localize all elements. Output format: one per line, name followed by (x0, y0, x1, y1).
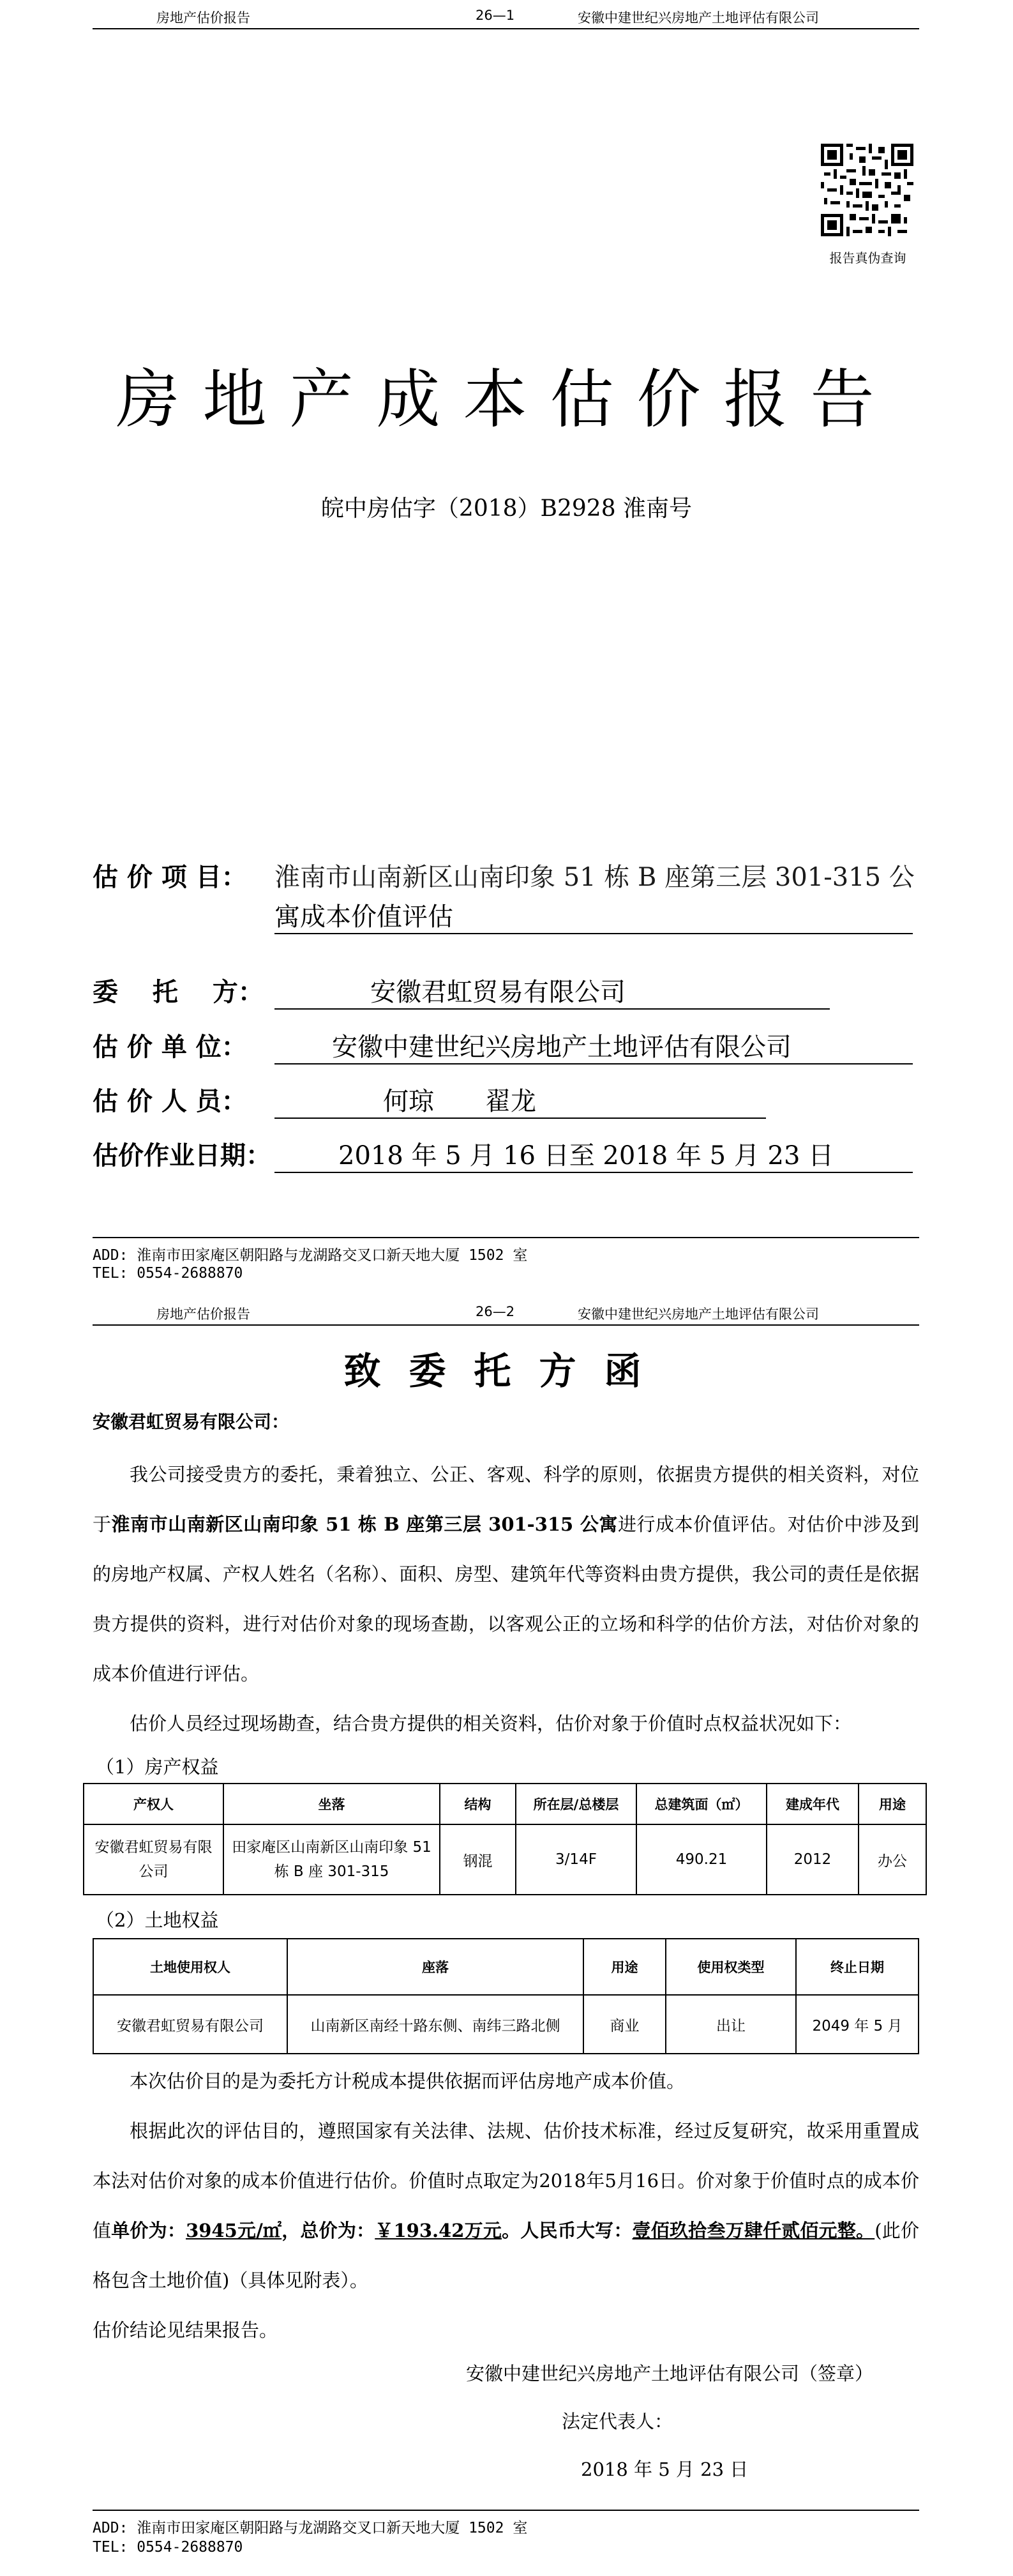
appraiser-value: 何琼 翟龙 (274, 1081, 766, 1119)
field-appraisers (93, 1081, 922, 1116)
col-floor: 所在层/总楼层 (516, 1784, 636, 1824)
header-page-number: 26—1 (476, 8, 515, 23)
unit-value: 安徽中建世纪兴房地产土地评估有限公司 (274, 1027, 913, 1064)
unit-label: 估 价 单 位： (93, 1033, 247, 1062)
header-page-number: 26—2 (476, 1304, 515, 1319)
header-company: 安徽中建世纪兴房地产土地评估有限公司 (578, 1307, 819, 1322)
col-owner: 产权人 (84, 1784, 223, 1824)
field-unit (93, 1027, 922, 1062)
report-reference-number: 皖中房估字（2018）B2928 淮南号 (320, 496, 693, 522)
signature-representative: 法定代表人： (562, 2411, 673, 2432)
land-rights-table (93, 1938, 919, 2054)
total-price: ￥193.42万元 (375, 2220, 502, 2241)
col-land-user: 土地使用权人 (93, 1939, 287, 1995)
property-rights-table (83, 1783, 927, 1895)
table-row: 安徽君虹贸易有限公司 山南新区南经十路东侧、南纬三路北侧 商业 出让 2049 年 5 月 (93, 1995, 919, 2054)
field-project (93, 857, 922, 934)
letter-title: 致委托方函 (343, 1349, 670, 1393)
property-rights-caption: （1）房产权益 (96, 1756, 219, 1778)
letter-page (0, 1296, 1013, 2576)
table-header-row (93, 1939, 919, 1995)
signature-date: 2018 年 5 月 23 日 (581, 2459, 749, 2480)
table-header-row (84, 1784, 926, 1824)
footer-address: ADD: 淮南市田家庵区朝阳路与龙湖路交叉口新天地大厦 1502 室 (93, 2520, 528, 2536)
client-value: 安徽君虹贸易有限公司 (274, 972, 830, 1010)
qr-code-icon[interactable] (821, 144, 913, 236)
land-rights-caption: （2）土地权益 (96, 1909, 219, 1931)
page-header (93, 1301, 919, 1326)
col-land-use: 用途 (583, 1939, 666, 1995)
col-area: 总建筑面（㎡） (636, 1784, 767, 1824)
field-date (93, 1135, 922, 1171)
letter-paragraph-4: 根据此次的评估目的，遵照国家有关法律、法规、估价技术标准，经过反复研究，故采用重置成本法对估价对象的成本价值进行估价。价值时点取定为2018年5月16日。价对象于价值时点的成本价值单价为：3945元/㎡，总价为：￥193.42万元。人民币大写：壹佰玖拾叁万肆仟贰佰元整。(此价格包含土地价值)（具体见附表）。 (93, 2120, 919, 2291)
col-location: 坐落 (223, 1784, 440, 1824)
project-value-line2: 寓成本价值评估 (274, 897, 913, 934)
letter-paragraph-5: 估价结论见结果报告。 (93, 2319, 278, 2341)
qr-caption: 报告真伪查询 (829, 250, 906, 266)
letter-paragraph-3: 本次估价目的是为委托方计税成本提供依据而评估房地产成本价值。 (130, 2070, 686, 2092)
footer-tel: TEL: 0554-2688870 (93, 1265, 243, 1282)
col-structure: 结构 (440, 1784, 516, 1824)
page-footer (93, 2510, 919, 2572)
col-use: 用途 (859, 1784, 926, 1824)
signature-company: 安徽中建世纪兴房地产土地评估有限公司（签章） (466, 2363, 874, 2384)
client-label: 委 托 方： (93, 978, 264, 1007)
table-row: 安徽君虹贸易有限公司 田家庵区山南新区山南印象 51 栋 B 座 301-315 钢混 3/14F 490.21 2012 办公 (84, 1824, 926, 1895)
header-left: 房地产估价报告 (156, 10, 250, 26)
property-address: 淮南市山南新区山南印象 51 栋 B 座第三层 301-315 公寓 (111, 1513, 618, 1535)
project-value-line1: 淮南市山南新区山南印象 51 栋 B 座第三层 301-315 公 (274, 863, 915, 892)
col-right-type: 使用权类型 (666, 1939, 796, 1995)
page-footer (93, 1237, 919, 1289)
col-land-location: 座落 (287, 1939, 583, 1995)
date-value: 2018 年 5 月 16 日至 2018 年 5 月 23 日 (274, 1135, 913, 1173)
unit-price: 3945元/㎡ (186, 2220, 282, 2241)
footer-address: ADD: 淮南市田家庵区朝阳路与龙湖路交叉口新天地大厦 1502 室 (93, 1247, 528, 1264)
project-label: 估 价 项 目： (93, 863, 247, 892)
total-price-uppercase: 壹佰玖拾叁万肆仟贰佰元整。 (632, 2220, 875, 2241)
letter-paragraph-2: 估价人员经过现场勘查，结合贵方提供的相关资料，估价对象于价值时点权益状况如下： (130, 1713, 852, 1734)
field-client (93, 972, 922, 1007)
letter-salutation: 安徽君虹贸易有限公司： (93, 1411, 290, 1432)
page-header (93, 5, 919, 29)
header-company: 安徽中建世纪兴房地产土地评估有限公司 (578, 10, 819, 26)
report-title: 房地产成本估价报告 (116, 362, 897, 437)
col-end-date: 终止日期 (796, 1939, 919, 1995)
letter-paragraph-1: 我公司接受贵方的委托，秉着独立、公正、客观、科学的原则，依据贵方提供的相关资料，对位于淮南市山南新区山南印象 51 栋 B 座第三层 301-315 公寓进行成本价值评估。对估价中涉及到的房地产权属、产权人姓名（名称）、面积、房型、建筑年代等资料由贵方提供，我公司的责任是依据贵方提供的资料，进行对估价对象的现场查勘，以客观公正的立场和科学的估价方法，对估价对象的成本价值进行评估。 (93, 1464, 919, 1685)
appraiser-label: 估 价 人 员： (93, 1087, 247, 1116)
header-left: 房地产估价报告 (156, 1307, 250, 1322)
date-label: 估价作业日期： (93, 1141, 271, 1171)
footer-tel: TEL: 0554-2688870 (93, 2539, 243, 2556)
col-built-year: 建成年代 (767, 1784, 859, 1824)
